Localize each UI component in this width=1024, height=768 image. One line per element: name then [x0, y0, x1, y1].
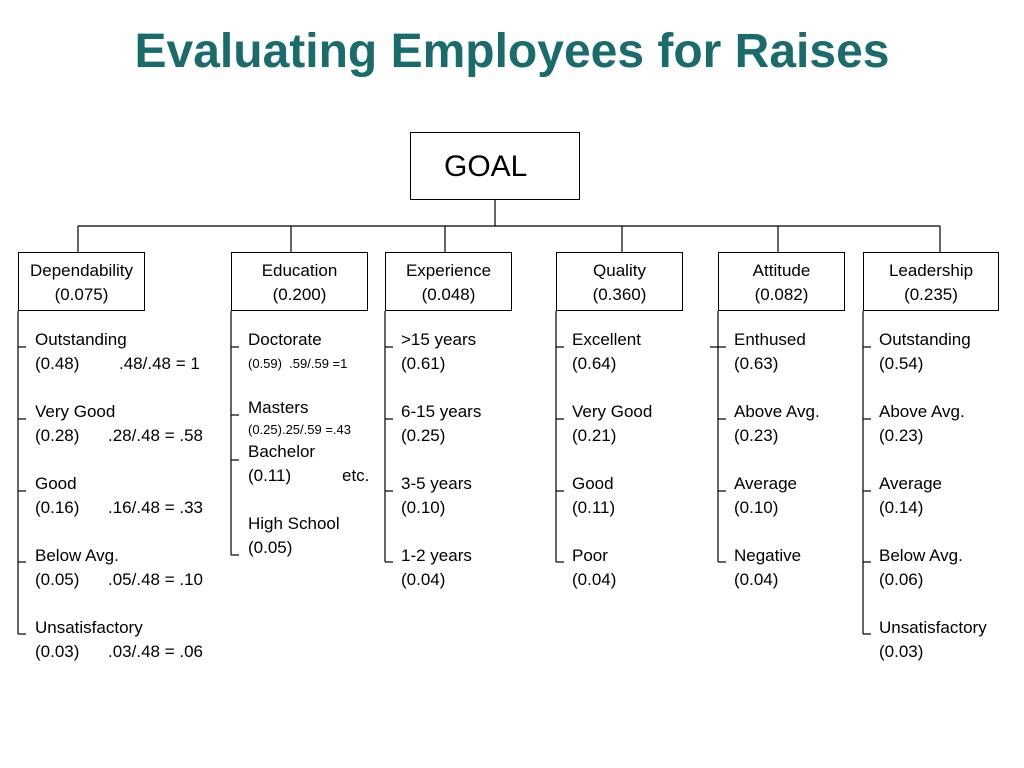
option-label: Unsatisfactory [879, 618, 987, 637]
option-label: Outstanding [879, 330, 971, 349]
criterion-weight: (0.200) [272, 285, 327, 304]
option-weight: (0.63) [734, 354, 779, 373]
option-weight: (0.21) [572, 426, 617, 445]
option-calc: .28/.48 = .58 [108, 426, 203, 445]
option-item [35, 472, 203, 520]
option-weight: (0.14) [879, 498, 924, 517]
attitude-options [734, 328, 820, 592]
option-weight: (0.48) [35, 354, 80, 373]
criterion-quality [556, 252, 683, 311]
option-label: Negative [734, 546, 802, 565]
criterion-name: Leadership [888, 261, 974, 280]
option-label: 6-15 years [401, 402, 482, 421]
option-weight: (0.04) [401, 570, 446, 589]
criterion-weight: (0.075) [54, 285, 109, 304]
option-weight: (0.10) [401, 498, 446, 517]
option-label: Doctorate [248, 330, 322, 349]
quality-options [572, 328, 652, 592]
option-label: 1-2 years [401, 546, 472, 565]
option-label: Average [734, 474, 798, 493]
option-item [35, 616, 203, 664]
option-label: >15 years [401, 330, 477, 349]
criterion-name: Education [261, 261, 338, 280]
option-label: Good [35, 474, 77, 493]
option-calc: .05/.48 = .10 [108, 570, 203, 589]
criterion-attitude [718, 252, 845, 311]
option-calc: .48/.48 = 1 [119, 354, 200, 373]
option-label: Average [879, 474, 943, 493]
goal-box: GOAL [410, 132, 580, 200]
option-label: High School [248, 514, 340, 533]
criterion-weight: (0.360) [592, 285, 647, 304]
option-item [35, 400, 203, 448]
etc-text: etc. [342, 466, 370, 485]
option-label: Above Avg. [879, 402, 965, 421]
option-label: Excellent [572, 330, 641, 349]
option-weight: (0.54) [879, 354, 924, 373]
criterion-weight: (0.082) [754, 285, 809, 304]
option-weight: (0.11) [572, 498, 616, 517]
option-label: 3-5 years [401, 474, 472, 493]
option-weight: (0.16) [35, 498, 80, 517]
option-item [35, 544, 203, 592]
option-label: Very Good [572, 402, 653, 421]
option-label: Very Good [35, 402, 116, 421]
criterion-name: Dependability [29, 261, 133, 280]
option-calc: (0.59) .59/.59 =1 [248, 356, 348, 371]
criterion-leadership [863, 252, 999, 311]
option-weight: (0.23) [734, 426, 779, 445]
option-label: Below Avg. [35, 546, 119, 565]
page-title: Evaluating Employees for Raises [134, 25, 890, 78]
criterion-education [231, 252, 368, 311]
criterion-name: Attitude [752, 261, 811, 280]
option-weight: (0.06) [879, 570, 924, 589]
option-label: Below Avg. [879, 546, 963, 565]
option-calc: .16/.48 = .33 [108, 498, 203, 517]
education-options [248, 328, 369, 560]
option-label: Unsatisfactory [35, 618, 143, 637]
criterion-name: Quality [593, 261, 646, 280]
criterion-weight: (0.048) [421, 285, 476, 304]
option-weight: (0.25) [401, 426, 446, 445]
criterion-experience [385, 252, 512, 311]
option-weight: (0.28) [35, 426, 80, 445]
criterion-name: Experience [405, 261, 492, 280]
option-calc: (0.25).25/.59 =.43 [248, 422, 351, 437]
option-label: Bachelor [248, 442, 316, 461]
option-item [35, 328, 203, 376]
option-label: Poor [572, 546, 608, 565]
option-label: Good [572, 474, 614, 493]
option-weight: (0.61) [401, 354, 446, 373]
option-weight: (0.11) [248, 466, 292, 485]
option-weight: (0.05) [248, 538, 293, 557]
option-weight: (0.10) [734, 498, 779, 517]
option-label: Above Avg. [734, 402, 820, 421]
option-weight: (0.05) [35, 570, 80, 589]
option-label: Outstanding [35, 330, 127, 349]
option-label: Masters [248, 398, 309, 417]
criterion-weight: (0.235) [904, 285, 958, 304]
experience-options [401, 328, 481, 592]
option-weight: (0.23) [879, 426, 924, 445]
dependability-options [35, 328, 203, 664]
option-weight: (0.03) [879, 642, 924, 661]
leadership-options [879, 328, 987, 664]
option-weight: (0.64) [572, 354, 617, 373]
criterion-dependability [18, 252, 145, 311]
option-weight: (0.04) [572, 570, 617, 589]
option-label: Enthused [734, 330, 806, 349]
option-calc: .03/.48 = .06 [108, 642, 203, 661]
option-weight: (0.03) [35, 642, 80, 661]
option-weight: (0.04) [734, 570, 779, 589]
